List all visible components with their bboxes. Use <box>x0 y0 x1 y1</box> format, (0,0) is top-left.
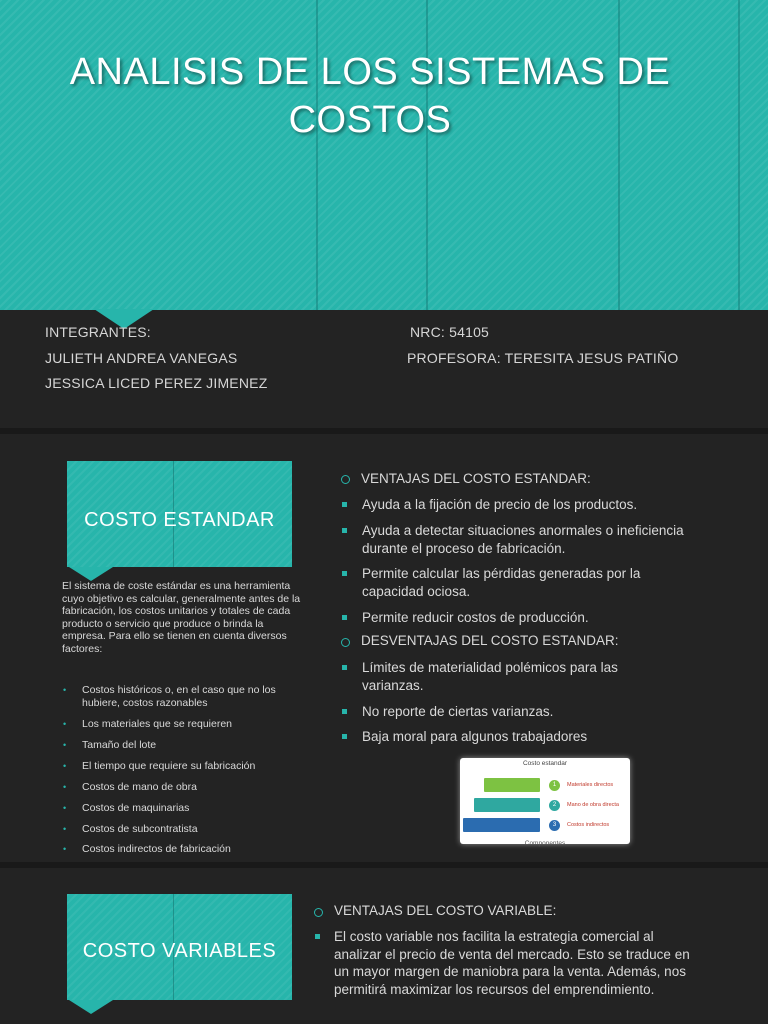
bullet-icon: • <box>63 824 67 834</box>
square-bullet-icon <box>342 734 347 739</box>
costo-estandar-diagram <box>460 758 630 847</box>
section-title-box <box>67 461 292 567</box>
factor-item <box>63 823 312 836</box>
factor-item <box>63 739 312 752</box>
presentation-title: ANALISIS DE LOS SISTEMAS DE COSTOS <box>69 51 671 141</box>
member-name: JESSICA LICED PEREZ JIMENEZ <box>45 375 268 391</box>
factor-text: Tamaño del lote <box>82 739 157 751</box>
circle-bullet-icon <box>341 638 350 647</box>
title-slide <box>0 0 768 428</box>
diagram-step-number: 3 <box>549 820 560 831</box>
diagram-step-label: Costos indirectos <box>567 822 610 828</box>
factor-text: Costos históricos o, en el caso que no los hubiere, costos razonables <box>82 684 276 709</box>
square-bullet-icon <box>342 502 347 507</box>
banner-divider-line <box>618 0 620 310</box>
banner-divider-line <box>316 0 318 310</box>
ventajas-heading: VENTAJAS DEL COSTO VARIABLE: <box>334 903 557 918</box>
description-text: El sistema de coste estándar es una herramienta cuyo objetivo es calcular, generalmente antes de la fabricación, los costos unitarios y totales de cada producto o servicio que produce o brinda la empresa. Para ello se tienen en cuenta diversos factores: <box>62 580 301 655</box>
banner-divider-line <box>426 0 428 310</box>
desventajas-heading: DESVENTAJAS DEL COSTO ESTANDAR: <box>361 633 619 648</box>
diagram-step-label: Mano de obra directa <box>567 802 619 808</box>
bullet-icon: • <box>63 740 67 750</box>
factor-item <box>63 684 312 709</box>
square-bullet-icon <box>342 665 347 670</box>
desventaja-item: Límites de materialidad polémicos para las varianzas. <box>362 660 618 693</box>
section-title-box <box>67 894 292 1000</box>
circle-bullet-icon <box>314 908 323 917</box>
diagram-footer: Componentes <box>524 840 566 847</box>
factor-text: Costos de maquinarias <box>82 802 190 814</box>
diagram-step-bar <box>484 778 540 792</box>
factor-text: Los materiales que se requieren <box>82 718 233 730</box>
factor-item <box>63 843 312 856</box>
bullet-icon: • <box>63 844 67 854</box>
section-title: COSTO ESTANDAR <box>84 509 275 531</box>
diagram-step-label: Materiales directos <box>567 782 614 788</box>
diagram-title: Costo estandar <box>522 760 568 767</box>
desventaja-item: Baja moral para algunos trabajadores <box>362 729 588 744</box>
ventajas-heading: VENTAJAS DEL COSTO ESTANDAR: <box>361 471 591 486</box>
bullet-icon: • <box>63 719 67 729</box>
square-bullet-icon <box>342 615 347 620</box>
desventaja-item: No reporte de ciertas varianzas. <box>362 704 554 719</box>
costo-variables-slide <box>0 868 768 1024</box>
title-banner <box>0 0 768 310</box>
ventaja-item: Ayuda a la fijación de precio de los productos. <box>362 497 638 512</box>
diagram-step-number: 1 <box>549 780 560 791</box>
ventaja-item: Permite calcular las pérdidas generadas por la capacidad ociosa. <box>362 566 641 599</box>
title-box-notch <box>69 1000 113 1014</box>
diagram-step-bar <box>463 818 540 832</box>
square-bullet-icon <box>342 571 347 576</box>
section-title: COSTO VARIABLES <box>82 940 277 962</box>
square-bullet-icon <box>342 709 347 714</box>
ventaja-item: El costo variable nos facilita la estrategia comercial al analizar el precio de venta del mercado. Esto se traduce en un mayor margen de maniobra para la venta. Además, nos permitirá maximizar los recursos del emprendimiento. <box>334 929 690 997</box>
title-box-notch <box>69 567 113 581</box>
bullet-icon: • <box>63 782 67 792</box>
member-name: JULIETH ANDREA VANEGAS <box>45 350 238 366</box>
factor-text: Costos de mano de obra <box>82 781 197 793</box>
banner-divider-line <box>738 0 740 310</box>
square-bullet-icon <box>315 934 320 939</box>
professor-name: PROFESORA: TERESITA JESUS PATIÑO <box>407 350 679 366</box>
factor-text: Costos de subcontratista <box>82 823 198 835</box>
ventaja-item: Ayuda a detectar situaciones anormales o ineficiencia durante el proceso de fabricación. <box>362 523 684 556</box>
factor-item <box>63 781 312 794</box>
costo-estandar-slide <box>0 434 768 862</box>
square-bullet-icon <box>342 528 347 533</box>
factor-item <box>63 718 312 731</box>
bullet-icon: • <box>63 761 67 771</box>
integrantes-label: INTEGRANTES: <box>45 324 151 340</box>
bullet-icon: • <box>63 803 67 813</box>
factor-item <box>63 760 312 773</box>
factor-text: Costos indirectos de fabricación <box>82 843 231 855</box>
diagram-step-bar <box>474 798 540 812</box>
nrc-code: NRC: 54105 <box>410 324 490 340</box>
diagram-step-number: 2 <box>549 800 560 811</box>
factor-item <box>63 802 312 815</box>
circle-bullet-icon <box>341 475 350 484</box>
ventaja-item: Permite reducir costos de producción. <box>362 610 589 625</box>
bullet-icon: • <box>63 685 67 695</box>
factor-text: El tiempo que requiere su fabricación <box>82 760 256 772</box>
